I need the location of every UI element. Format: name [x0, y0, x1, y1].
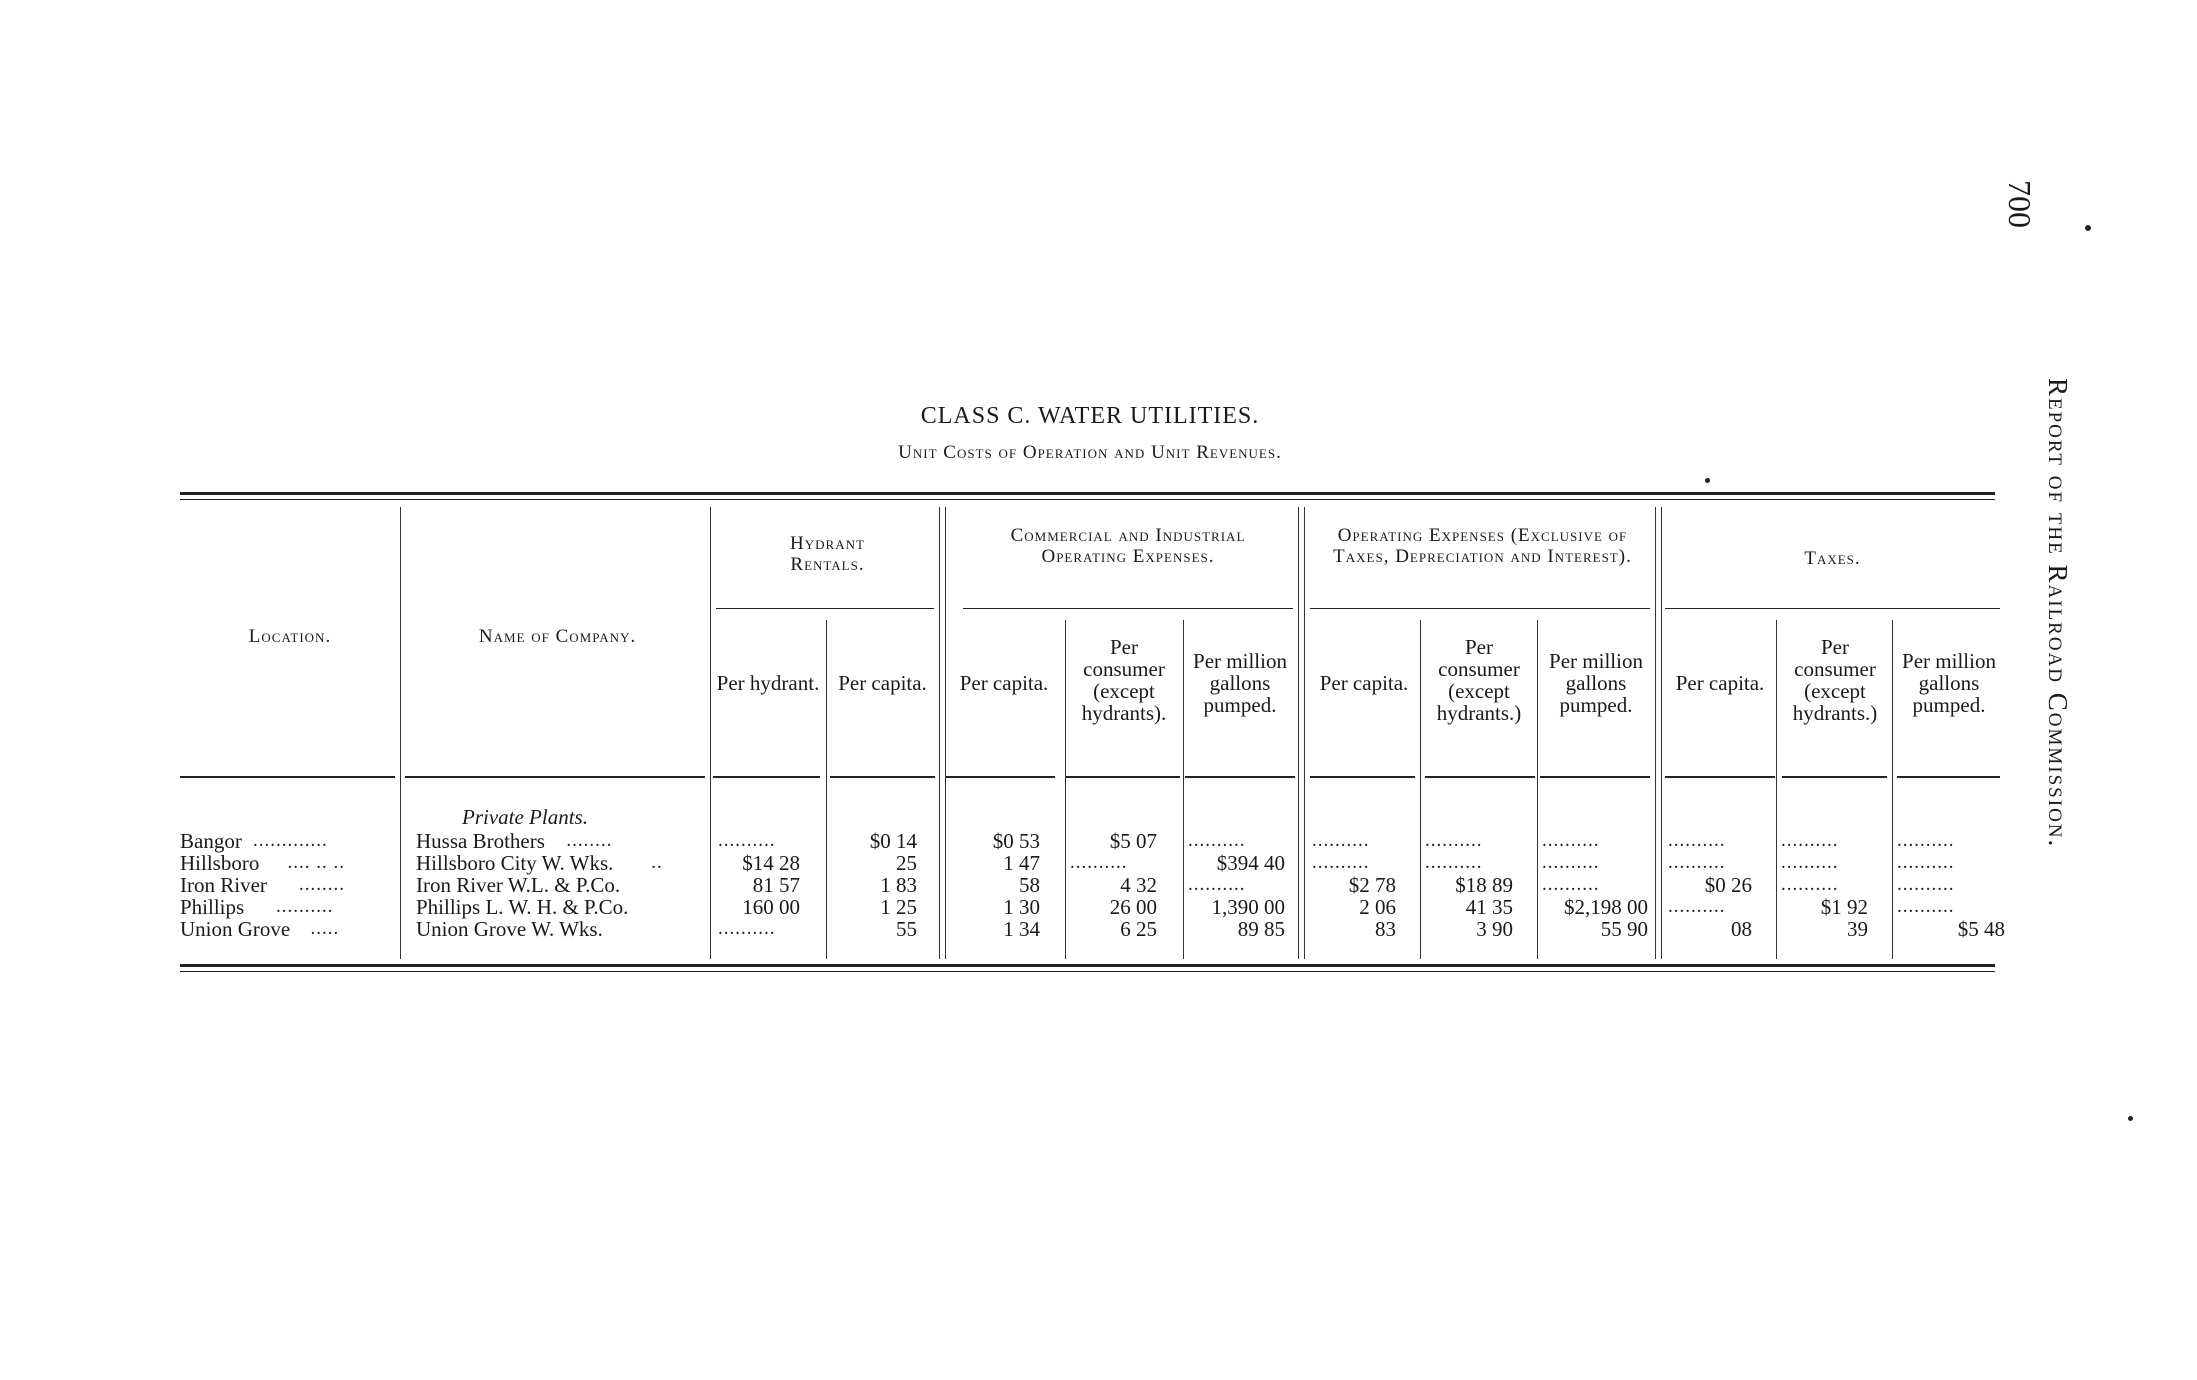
cell-op-per-consumer: 41 35 — [1465, 895, 1513, 919]
cell-hyd-per-hydrant: 81 57 — [752, 873, 800, 897]
leader-dots: ........ — [566, 830, 613, 851]
section-private-plants: Private Plants. — [462, 805, 588, 829]
empty-cell-dots: .......... — [1188, 830, 1246, 851]
bottom-rule-thin — [180, 971, 1995, 972]
cell-tax-per-consumer: $1 92 — [1820, 895, 1868, 919]
header-divider — [180, 776, 395, 778]
header-divider — [1185, 776, 1295, 778]
sub-commercial-per-capita: Per capita. — [959, 671, 1049, 695]
group-underline — [716, 608, 934, 609]
empty-cell-dots: .......... — [1312, 852, 1370, 873]
cell-tax-per-capita: $0 26 — [1704, 873, 1752, 897]
sub-operating-per-capita: Per capita. — [1319, 671, 1409, 695]
header-divider — [1897, 776, 2000, 778]
top-rule-thin — [180, 499, 1995, 500]
cell-hyd-per-capita: 55 — [896, 917, 917, 941]
header-divider — [945, 776, 1055, 778]
cell-op-per-capita: 83 — [1375, 917, 1396, 941]
page-mark-dot — [2128, 1116, 2133, 1121]
header-divider — [1665, 776, 1775, 778]
header-divider — [405, 776, 705, 778]
cell-tax-per-consumer: 39 — [1847, 917, 1868, 941]
column-rule — [400, 507, 401, 959]
leader-dots: ............. — [253, 830, 328, 851]
cell-com-per-consumer: 26 00 — [1109, 895, 1157, 919]
header-divider — [830, 776, 935, 778]
empty-cell-dots: .......... — [1781, 852, 1839, 873]
row-location: Hillsboro — [180, 851, 260, 875]
page-mark-dot — [2085, 225, 2091, 231]
sub-hydrant-per-hydrant: Per hydrant. — [716, 671, 820, 695]
cell-hyd-per-capita: $0 14 — [869, 829, 917, 853]
cell-tax-per-million: $5 48 — [1957, 917, 2005, 941]
row-location: Iron River — [180, 873, 267, 897]
cell-op-per-capita: 2 06 — [1359, 895, 1396, 919]
group-underline — [1310, 608, 1650, 609]
empty-cell-dots: .......... — [1425, 852, 1483, 873]
sub-commercial-per-million: Per million gallons pumped. — [1193, 649, 1287, 717]
empty-cell-dots: .......... — [1668, 896, 1726, 917]
table-subtitle: Unit Costs of Operation and Unit Revenues. — [898, 442, 1282, 463]
page-mark-dot — [1705, 478, 1710, 483]
cell-hyd-per-capita: 1 25 — [880, 895, 917, 919]
table-title: CLASS C. WATER UTILITIES. — [920, 403, 1260, 429]
cell-com-per-million: 1,390 00 — [1211, 895, 1285, 919]
empty-cell-dots: .......... — [1781, 874, 1839, 895]
cell-com-per-million: 89 85 — [1237, 917, 1285, 941]
sub-commercial-per-consumer: Per consumer (except hydrants). — [1081, 635, 1167, 725]
empty-cell-dots: .......... — [1897, 896, 1955, 917]
empty-cell-dots: .......... — [1425, 830, 1483, 851]
cell-op-per-capita: $2 78 — [1348, 873, 1396, 897]
empty-cell-dots: .......... — [1897, 874, 1955, 895]
group-taxes: Taxes. — [1804, 548, 1861, 569]
sub-taxes-per-million: Per million gallons pumped. — [1902, 649, 1996, 717]
empty-cell-dots: .......... — [1070, 852, 1128, 873]
row-company: Iron River W.L. & P.Co. — [416, 873, 621, 897]
empty-cell-dots: .......... — [1542, 874, 1600, 895]
empty-cell-dots: .......... — [1668, 830, 1726, 851]
cell-com-per-capita: 1 34 — [1003, 917, 1040, 941]
empty-cell-dots: .......... — [1781, 830, 1839, 851]
header-divider — [1310, 776, 1415, 778]
row-location: Bangor — [180, 829, 242, 853]
row-company: Phillips L. W. H. & P.Co. — [416, 895, 629, 919]
sub-taxes-per-consumer: Per consumer (except hydrants.) — [1792, 635, 1878, 725]
row-company: Hussa Brothers — [416, 829, 545, 853]
group-commercial-expenses: Commercial and Industrial Operating Expenses. — [1010, 525, 1246, 567]
cell-com-per-million: $394 40 — [1216, 851, 1285, 875]
cell-com-per-capita: 1 30 — [1003, 895, 1040, 919]
empty-cell-dots: .......... — [1312, 830, 1370, 851]
header-divider — [1425, 776, 1535, 778]
sub-operating-per-consumer: Per consumer (except hydrants.) — [1436, 635, 1522, 725]
cell-com-per-capita: 1 47 — [1003, 851, 1040, 875]
row-company: Hillsboro City W. Wks. — [416, 851, 614, 875]
header-location: Location. — [248, 626, 332, 647]
row-location: Phillips — [180, 895, 245, 919]
top-rule — [180, 492, 1995, 495]
cell-op-per-consumer: $18 89 — [1455, 873, 1513, 897]
page-number: 700 — [2002, 180, 2038, 228]
empty-cell-dots: .......... — [718, 918, 776, 939]
sub-taxes-per-capita: Per capita. — [1675, 671, 1765, 695]
empty-cell-dots: .......... — [1897, 852, 1955, 873]
cell-com-per-capita: $0 53 — [992, 829, 1040, 853]
cell-op-per-million: $2,198 00 — [1564, 895, 1648, 919]
cell-com-per-consumer: $5 07 — [1109, 829, 1157, 853]
group-underline — [963, 608, 1293, 609]
header-divider — [713, 776, 820, 778]
empty-cell-dots: .......... — [1897, 830, 1955, 851]
cell-hyd-per-hydrant: 160 00 — [742, 895, 800, 919]
leader-dots: ..... — [310, 918, 340, 939]
sub-hydrant-per-capita: Per capita. — [838, 671, 927, 695]
header-divider — [1782, 776, 1887, 778]
column-rule — [1892, 620, 1893, 959]
group-underline — [1665, 608, 2000, 609]
cell-com-per-capita: 58 — [1019, 873, 1040, 897]
leader-dots: .. — [651, 852, 663, 873]
empty-cell-dots: .......... — [1668, 852, 1726, 873]
leader-dots: .... .. .. — [287, 852, 345, 873]
empty-cell-dots: .......... — [1188, 874, 1246, 895]
bottom-rule — [180, 964, 1995, 967]
cell-tax-per-capita: 08 — [1731, 917, 1752, 941]
row-location: Union Grove — [180, 917, 291, 941]
group-operating-expenses: Operating Expenses (Exclusive of Taxes, Depreciation and Interest). — [1333, 525, 1632, 567]
cell-op-per-million: 55 90 — [1600, 917, 1648, 941]
header-divider — [1540, 776, 1650, 778]
cell-hyd-per-hydrant: $14 28 — [742, 851, 800, 875]
empty-cell-dots: .......... — [1542, 830, 1600, 851]
empty-cell-dots: .......... — [718, 830, 776, 851]
cell-op-per-consumer: 3 90 — [1476, 917, 1513, 941]
empty-cell-dots: .......... — [1542, 852, 1600, 873]
group-hydrant-rentals: Hydrant Rentals. — [790, 533, 865, 575]
row-company: Union Grove W. Wks. — [416, 917, 603, 941]
cell-hyd-per-capita: 25 — [896, 851, 917, 875]
header-company: Name of Company. — [478, 626, 637, 647]
cell-hyd-per-capita: 1 83 — [880, 873, 917, 897]
cell-com-per-consumer: 4 32 — [1120, 873, 1157, 897]
header-divider — [1065, 776, 1180, 778]
leader-dots: ........ — [299, 874, 345, 895]
cell-com-per-consumer: 6 25 — [1120, 917, 1157, 941]
leader-dots: .......... — [276, 896, 334, 917]
running-head: Report of the Railroad Commission. — [2043, 378, 2073, 849]
sub-operating-per-million: Per million gallons pumped. — [1549, 649, 1643, 717]
